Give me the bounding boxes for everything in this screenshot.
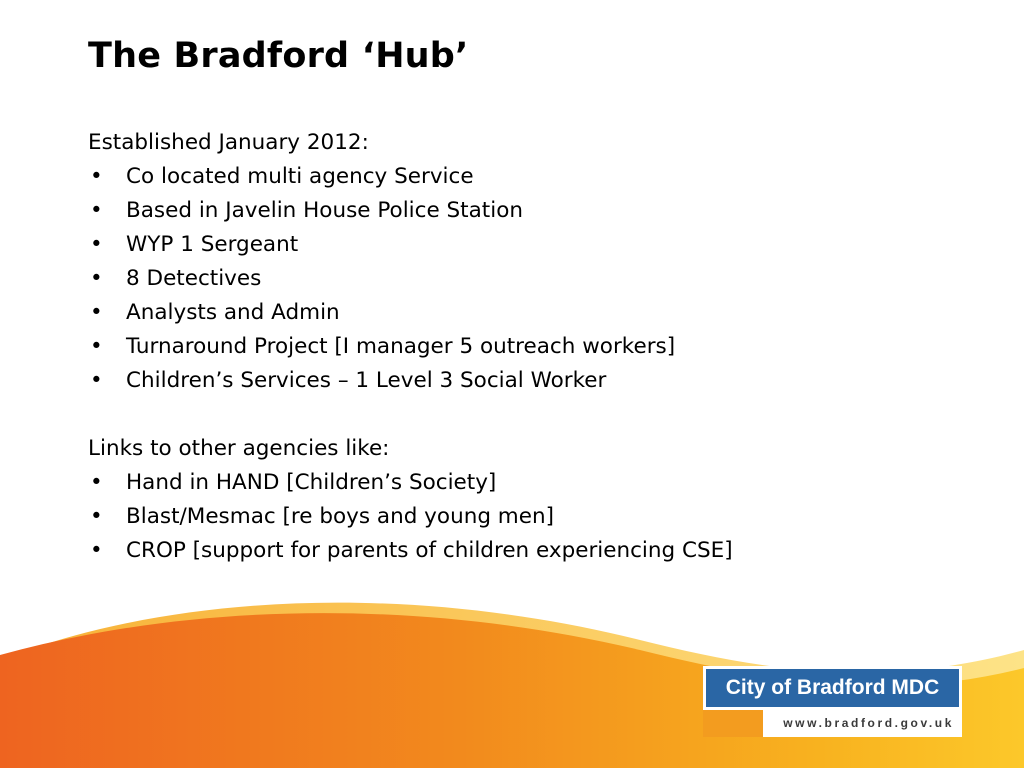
list-item-text: Co located multi agency Service	[126, 164, 474, 189]
list-item-text: 8 Detectives	[126, 266, 262, 291]
bullet-icon: •	[90, 470, 103, 495]
bullet-icon: •	[90, 538, 103, 563]
bullet-icon: •	[90, 198, 103, 223]
slide-title: The Bradford ‘Hub’	[88, 36, 469, 76]
bullet-icon: •	[90, 266, 103, 291]
list-item-text: Based in Javelin House Police Station	[126, 198, 523, 223]
links-heading: Links to other agencies like:	[88, 436, 390, 461]
list-item-text: Blast/Mesmac [re boys and young men]	[126, 504, 554, 529]
list-item-text: Turnaround Project [I manager 5 outreach workers]	[126, 334, 676, 359]
list-item-text: Hand in HAND [Children’s Society]	[126, 470, 497, 495]
bullet-icon: •	[90, 232, 103, 257]
city-of-bradford-logo	[703, 666, 962, 737]
list-item-text: Analysts and Admin	[126, 300, 340, 325]
established-heading: Established January 2012:	[88, 130, 369, 155]
logo-name: City of Bradford MDC	[703, 666, 962, 710]
list-item-text: WYP 1 Sergeant	[126, 232, 299, 257]
logo-orange-stripe	[703, 710, 763, 737]
bullet-icon: •	[90, 334, 103, 359]
bullet-icon: •	[90, 164, 103, 189]
bullet-icon: •	[90, 504, 103, 529]
list-item-text: CROP [support for parents of children experiencing CSE]	[126, 538, 733, 563]
logo-url: www.bradford.gov.uk	[703, 710, 962, 737]
bullet-icon: •	[90, 300, 103, 325]
list-item-text: Children’s Services – 1 Level 3 Social Worker	[126, 368, 607, 393]
bullet-icon: •	[90, 368, 103, 393]
